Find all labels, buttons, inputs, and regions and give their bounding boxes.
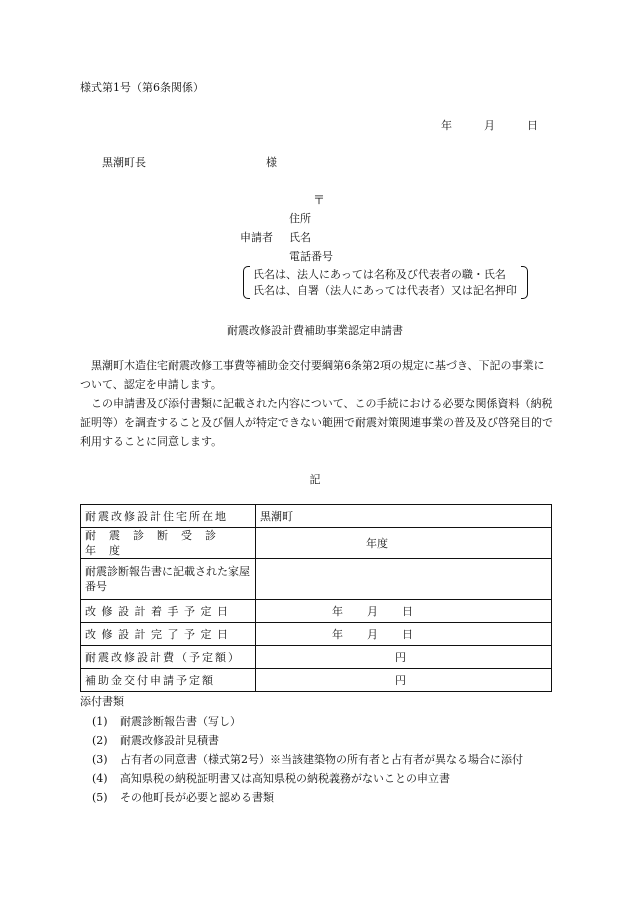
- list-item: [92, 754, 523, 765]
- address-label: 住所: [289, 212, 311, 225]
- end-day: 日: [402, 627, 413, 641]
- list-item-text: 耐震改修設計見積書: [120, 734, 219, 747]
- table-label: 改修設計着手予定日: [81, 600, 256, 623]
- bracket-left: [243, 266, 250, 299]
- list-item-number: (5): [92, 791, 108, 804]
- name-note-line2: 氏名は、自署（法人にあっては代表者）又は記名押印: [253, 284, 517, 297]
- table-label: 耐震診断受診年度: [81, 528, 256, 559]
- list-item: [92, 735, 219, 746]
- name-note-line1: 氏名は、法人にあっては名称及び代表者の職・氏名: [253, 268, 506, 281]
- list-item-text: その他町長が必要と認める書類: [120, 791, 274, 804]
- table-label: 耐震改修設計住宅所在地: [81, 505, 256, 528]
- table-value[interactable]: 円: [256, 646, 552, 669]
- table-label: 耐震診断報告書に記載された家屋番号: [81, 559, 256, 600]
- body-paragraph-2-text: この申請書及び添付書類に記載された内容について、この手続における必要な関係資料（納税証明等）を調査すること及び個人が特定できない範囲で耐震対策関連事業の普及及び啓発目的で利用することに同意します。: [80, 397, 553, 448]
- date-month: 月: [484, 119, 495, 132]
- year-suffix: 年度: [366, 536, 388, 550]
- end-year: 年: [332, 627, 343, 641]
- addressee-honorific: 様: [266, 156, 277, 169]
- attachments-title: 添付書類: [80, 695, 124, 708]
- phone-label: 電話番号: [289, 250, 333, 263]
- list-item-text: 高知県税の納税証明書又は高知県税の納税義務がないことの申立書: [120, 772, 450, 785]
- date-year: 年: [441, 119, 452, 132]
- list-item: [92, 716, 241, 727]
- table-label: 改修設計完了予定日: [81, 623, 256, 646]
- addressee-name: 黒潮町長: [102, 156, 146, 169]
- list-item-number: (2): [92, 734, 108, 747]
- list-item-number: (4): [92, 772, 108, 785]
- list-item-number: (1): [92, 715, 108, 728]
- bracket-right: [521, 266, 528, 299]
- table-row: [81, 559, 552, 600]
- table-label: 耐震改修設計費（予定額）: [81, 646, 256, 669]
- table-value[interactable]: [256, 623, 552, 646]
- list-item: [92, 773, 450, 784]
- list-item: [92, 792, 274, 803]
- applicant-label: 申請者: [240, 231, 273, 244]
- table-value[interactable]: 黒潮町: [256, 505, 552, 528]
- list-item-text: 耐震診断報告書（写し）: [120, 715, 241, 728]
- document-title: 耐震改修設計費補助事業認定申請書: [227, 324, 403, 337]
- list-item-number: (3): [92, 753, 108, 766]
- application-details-table: [80, 504, 552, 692]
- end-month: 月: [367, 627, 378, 641]
- table-row: [81, 600, 552, 623]
- table-row: [81, 528, 552, 559]
- form-number: 様式第1号（第6条関係）: [80, 81, 204, 94]
- name-note: [243, 266, 528, 298]
- table-row: [81, 623, 552, 646]
- applicant-row: [240, 231, 311, 244]
- start-day: 日: [402, 604, 413, 618]
- table-value[interactable]: [256, 528, 552, 559]
- table-row: [81, 505, 552, 528]
- date-day: 日: [527, 119, 538, 132]
- table-label: 補助金交付申請予定額: [81, 669, 256, 692]
- table-row: [81, 646, 552, 669]
- table-value[interactable]: [256, 559, 552, 600]
- name-label: 氏名: [289, 231, 311, 244]
- addressee: [102, 156, 277, 169]
- list-item-text: 占有者の同意書（様式第2号）※当該建築物の所有者と占有者が異なる場合に添付: [120, 753, 523, 766]
- table-value[interactable]: 円: [256, 669, 552, 692]
- table-value[interactable]: [256, 600, 552, 623]
- table-row: [81, 669, 552, 692]
- body-paragraph-1-text: 黒潮町木造住宅耐震改修工事費等補助金交付要綱第6条第2項の規定に基づき、下記の事業について、認定を申請します。: [80, 359, 545, 391]
- postal-mark: 〒: [313, 193, 326, 207]
- start-year: 年: [332, 604, 343, 618]
- body-paragraph-2: [80, 394, 555, 451]
- date-line: [441, 120, 538, 131]
- body-paragraph-1: [80, 356, 555, 394]
- start-month: 月: [367, 604, 378, 618]
- ki-heading: 記: [309, 473, 321, 486]
